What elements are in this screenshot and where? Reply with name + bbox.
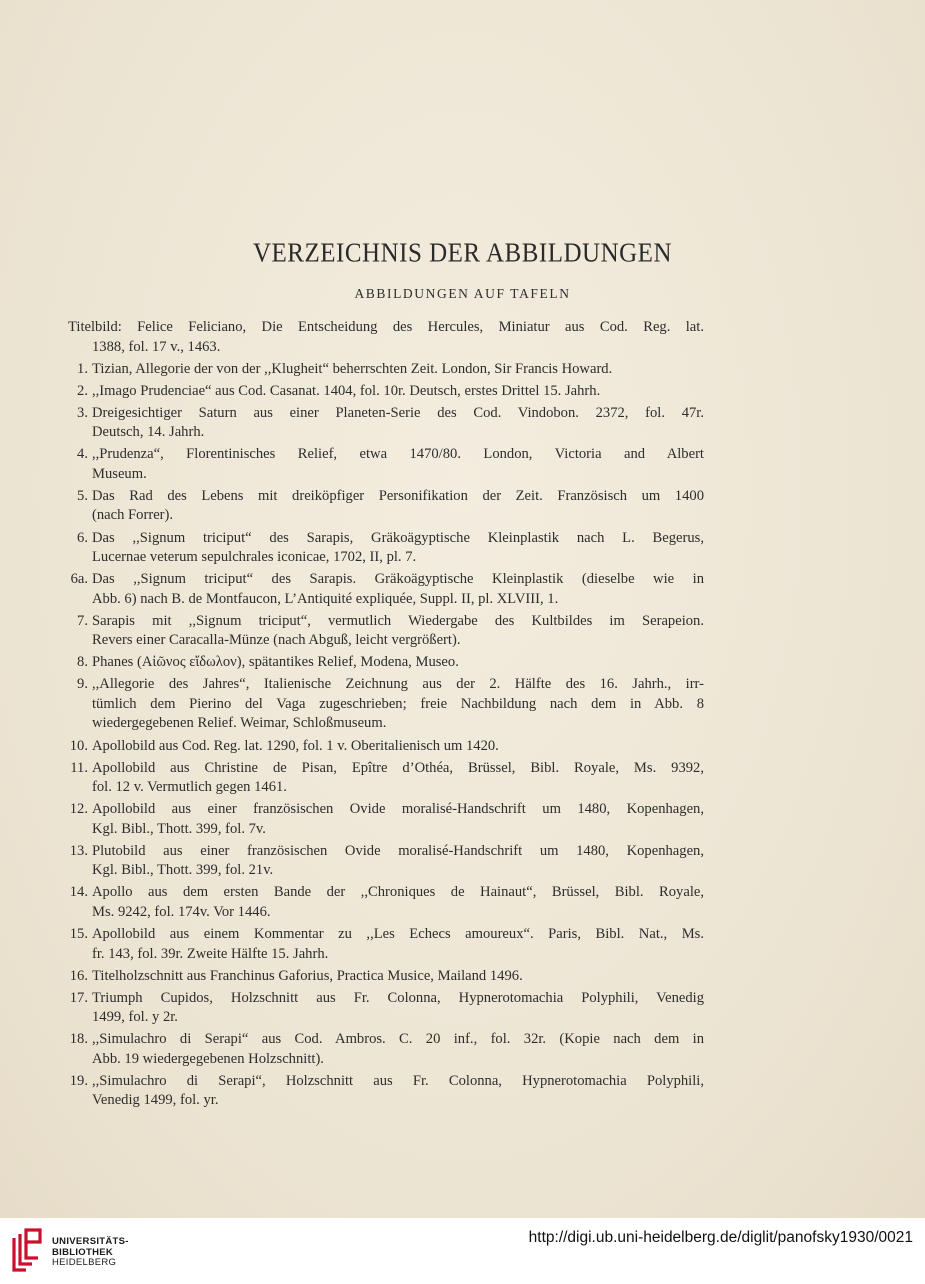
list-item (68, 653, 704, 673)
figure-number: 10. (69, 737, 88, 754)
list-item (68, 989, 704, 1028)
list-item (68, 445, 704, 484)
caption-line: Museum. (92, 465, 147, 482)
figure-caption (68, 759, 704, 798)
figure-number: 19. (69, 1072, 88, 1089)
figure-number: 7. (77, 612, 88, 629)
figure-caption (68, 842, 704, 881)
library-name-line3: HEIDELBERG (52, 1257, 117, 1268)
figure-caption (68, 883, 704, 922)
list-item (68, 1072, 704, 1111)
figure-number: 15. (69, 926, 88, 942)
caption-line: Phanes (Αἰῶνος εἴδωλον), spätantikes Relief, Modena, Museo. (92, 654, 459, 671)
caption-line: Ms. 9242, fol. 174v. Vor 1446. (92, 903, 271, 920)
list-item (68, 570, 704, 609)
figure-number: 12. (69, 801, 88, 818)
caption-line: Apollobild aus Cod. Reg. lat. 1290, fol. 1 v. Oberitalienisch um 1420. (92, 737, 499, 754)
caption-line: 1388, fol. 17 v., 1463. (92, 338, 221, 355)
caption-line: Apollobild aus Christine de Pisan, Epître d’Othéa, Brüssel, Bibl. Royale, Ms. 9392, (92, 759, 704, 776)
caption-line: Apollobild aus einer französischen Ovide moralisé-Handschrift um 1480, Kopenhagen, (92, 801, 704, 818)
list-item (68, 529, 704, 568)
figure-number: 13. (69, 842, 88, 859)
list-item (68, 1030, 704, 1069)
figure-caption (68, 404, 704, 443)
figure-number: 4. (77, 446, 88, 463)
figure-caption (68, 653, 704, 673)
section-subtitle: ABBILDUNGEN AUF TAFELN (354, 286, 571, 301)
list-item (68, 883, 704, 922)
caption-line: Das ,,Signum triciput“ des Sarapis. Gräkoägyptische Kleinplastik (dieselbe wie in (92, 571, 704, 588)
list-item (68, 842, 704, 881)
figure-number: 2. (77, 382, 88, 399)
figure-number: 9. (77, 676, 88, 693)
figure-number: 6a. (70, 571, 88, 588)
caption-line: ,,Imago Prudenciae“ aus Cod. Casanat. 1404, fol. 10r. Deutsch, erstes Drittel 15. Jahrh. (92, 382, 601, 399)
list-item (68, 360, 704, 380)
caption-line: Triumph Cupidos, Holzschnitt aus Fr. Colonna, Hypnerotomachia Polyphili, Venedig (92, 989, 704, 1006)
caption-line: tümlich dem Pierino del Vaga zugeschrieben; freie Nachbildung nach dem in Abb. 8 (92, 695, 704, 712)
figure-number: 14. (69, 884, 88, 901)
caption-line: Revers einer Caracalla-Münze (nach Abguß, leicht vergrößert). (92, 632, 461, 649)
library-name (52, 1237, 129, 1269)
caption-line: 1499, fol. y 2r. (92, 1009, 178, 1026)
figure-number: 1. (77, 360, 88, 377)
caption-line: Kgl. Bibl., Thott. 399, fol. 21v. (92, 862, 274, 879)
library-name-line1: UNIVERSITÄTS- (52, 1236, 129, 1247)
caption-line: Tizian, Allegorie der von der ,,Klugheit“ beherrschten Zeit. London, Sir Francis Howard. (92, 360, 613, 377)
caption-line: ,,Allegorie des Jahres“, Italienische Zeichnung aus der 2. Hälfte des 16. Jahrh., irr- (92, 676, 704, 693)
list-item (68, 404, 704, 443)
figure-caption (68, 318, 704, 357)
figure-number: 6. (77, 529, 88, 546)
caption-line: fol. 12 v. Vermutlich gegen 1461. (92, 779, 287, 796)
figure-caption (68, 925, 704, 964)
caption-line: Titelholzschnitt aus Franchinus Gaforius, Practica Musice, Mailand 1496. (92, 967, 523, 984)
caption-line: (nach Forrer). (92, 507, 174, 524)
figure-caption (68, 360, 704, 380)
caption-line: Titelbild: Felice Feliciano, Die Entscheidung des Hercules, Miniatur aus Cod. Reg. lat. (68, 319, 704, 335)
figure-number: 11. (70, 759, 88, 776)
figure-caption (68, 570, 704, 609)
figure-number: 16. (69, 967, 88, 984)
figure-caption (68, 1030, 704, 1069)
page-title: VERZEICHNIS DER ABBILDUNGEN (252, 238, 673, 269)
figure-number: 5. (77, 487, 88, 504)
list-item (68, 487, 704, 526)
source-url[interactable]: http://digi.ub.uni-heidelberg.de/diglit/panofsky1930/0021 (528, 1229, 913, 1246)
figure-caption (68, 675, 704, 734)
figure-caption (68, 967, 704, 987)
caption-line: Apollobild aus einem Kommentar zu ,,Les Echecs amoureux“. Paris, Bibl. Nat., Ms. (92, 926, 704, 942)
figure-number: 18. (69, 1031, 88, 1048)
figure-caption (68, 612, 704, 651)
figure-list (68, 318, 704, 1113)
caption-line: Dreigesichtiger Saturn aus einer Planeten-Serie des Cod. Vindobon. 2372, fol. 47r. (92, 404, 704, 421)
caption-line: Sarapis mit ,,Signum triciput“, vermutlich Wiedergabe des Kultbildes im Serapeion. (92, 612, 704, 629)
list-item (68, 800, 704, 839)
caption-line: fr. 143, fol. 39r. Zweite Hälfte 15. Jahrh. (92, 945, 329, 962)
caption-line: Venedig 1499, fol. yr. (92, 1092, 219, 1109)
caption-line: Abb. 6) nach B. de Montfaucon, L’Antiquité expliquée, Suppl. II, pl. XLVIII, 1. (92, 590, 559, 607)
caption-line: Deutsch, 14. Jahrh. (92, 424, 205, 441)
list-item (68, 925, 704, 964)
library-name-line2: BIBLIOTHEK (52, 1246, 114, 1258)
figure-caption (68, 737, 704, 757)
list-item (68, 967, 704, 987)
caption-line: Das ,,Signum triciput“ des Sarapis, Gräkoägyptische Kleinplastik nach L. Begerus, (92, 529, 704, 546)
footer-bar (0, 1218, 925, 1284)
caption-line: Apollo aus dem ersten Bande der ,,Chroniques de Hainaut“, Brüssel, Bibl. Royale, (92, 884, 704, 901)
figure-caption (68, 800, 704, 839)
figure-caption (68, 529, 704, 568)
caption-line: ,,Prudenza“, Florentinisches Relief, etwa 1470/80. London, Victoria and Albert (92, 446, 704, 463)
caption-line: Lucernae veterum sepulchrales iconicae, 1702, II, pl. 7. (92, 549, 417, 566)
caption-line: Plutobild aus einer französischen Ovide moralisé-Handschrift um 1480, Kopenhagen, (92, 842, 704, 859)
list-item (68, 318, 704, 357)
caption-line: Kgl. Bibl., Thott. 399, fol. 7v. (92, 820, 266, 837)
figure-number: 8. (77, 654, 88, 671)
caption-line: ,,Simulachro di Serapi“, Holzschnitt aus Fr. Colonna, Hypnerotomachia Polyphili, (92, 1072, 704, 1089)
figure-caption (68, 382, 704, 402)
list-item (68, 612, 704, 651)
figure-caption (68, 1072, 704, 1111)
caption-line: Das Rad des Lebens mit dreiköpfiger Personifikation der Zeit. Französisch um 1400 (92, 487, 704, 504)
caption-line: wiedergegebenen Relief. Weimar, Schloßmuseum. (92, 715, 387, 732)
caption-line: ,,Simulachro di Serapi“ aus Cod. Ambros. C. 20 inf., fol. 32r. (Kopie nach dem in (92, 1031, 704, 1048)
figure-number: 17. (69, 989, 88, 1006)
caption-line: Abb. 19 wiedergegebenen Holzschnitt). (92, 1050, 324, 1067)
list-item (68, 382, 704, 402)
list-item (68, 759, 704, 798)
figure-caption (68, 487, 704, 526)
figure-caption (68, 445, 704, 484)
list-item (68, 737, 704, 757)
library-logo-icon[interactable] (10, 1228, 44, 1274)
list-item (68, 675, 704, 734)
figure-caption (68, 989, 704, 1028)
figure-number: 3. (77, 404, 88, 421)
